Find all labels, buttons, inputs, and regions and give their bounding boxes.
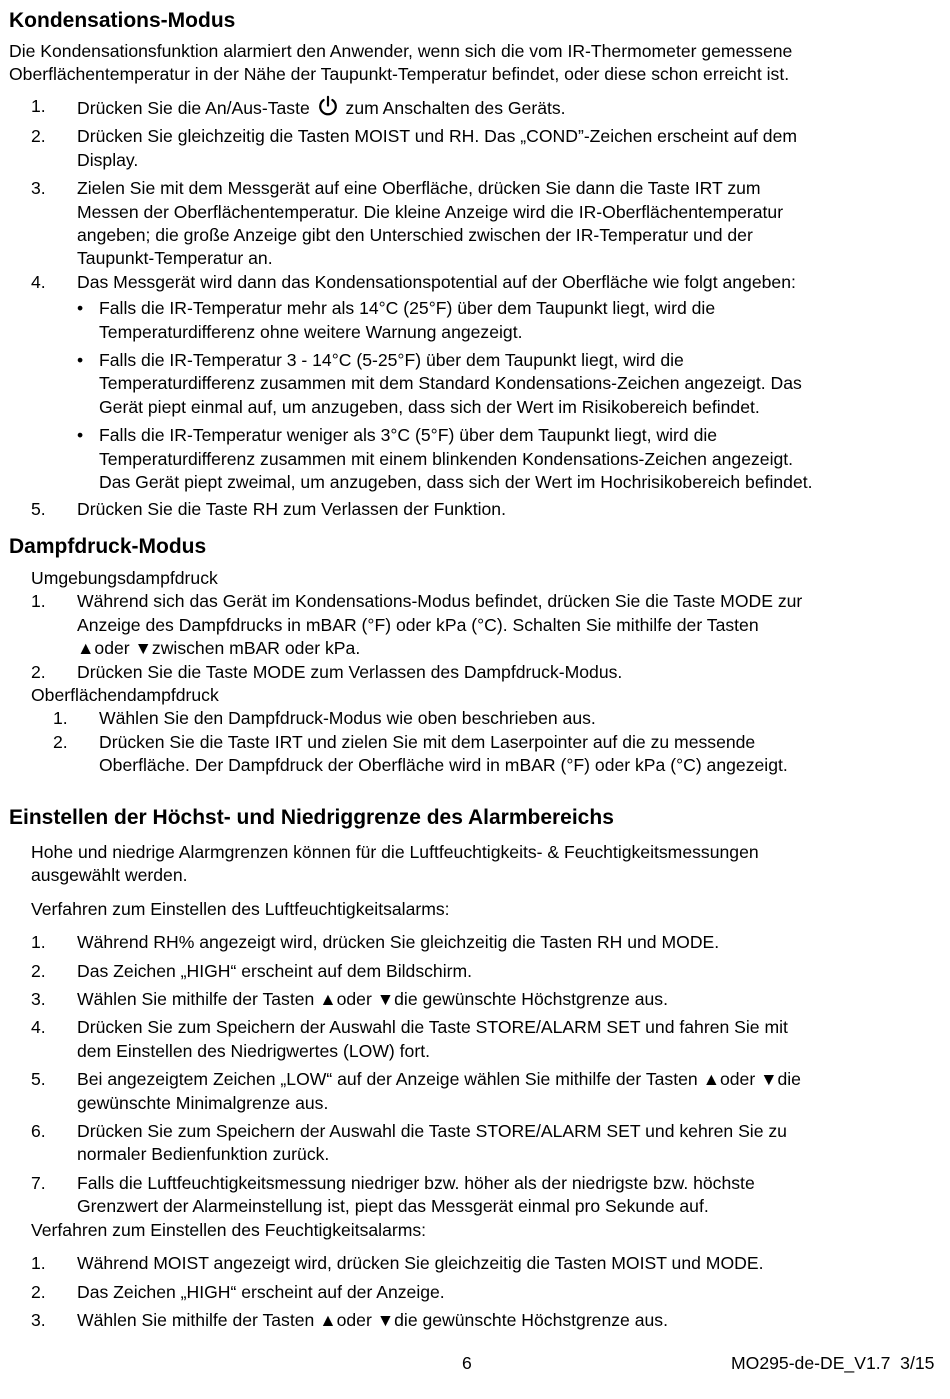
list-item: 6. Drücken Sie zum Speichern der Auswahl die Taste STORE/ALARM SET und kehren Sie zu normaler Bedienfunktion zurück. bbox=[31, 1121, 787, 1165]
list-item: 1. Während MOIST angezeigt wird, drücken Sie gleichzeitig die Tasten MOIST und MODE. bbox=[31, 1253, 764, 1274]
vapor-pressure-content bbox=[9, 567, 944, 778]
section-title-condensation: Kondensations-Modus bbox=[9, 9, 236, 32]
alarm-content bbox=[9, 841, 944, 1332]
list-item: 2. Das Zeichen „HIGH“ erscheint auf der Anzeige. bbox=[31, 1281, 445, 1302]
list-item: 3. Wählen Sie mithilfe der Tasten ▲oder ▼die gewünschte Höchstgrenze aus. bbox=[31, 1309, 668, 1330]
document-id: MO295-de-DE_V1.7 3/15 bbox=[731, 1353, 935, 1373]
condensation-steps bbox=[9, 95, 944, 521]
list-item: 3. Wählen Sie mithilfe der Tasten ▲oder ▼die gewünschte Höchstgrenze aus. bbox=[31, 989, 668, 1010]
subheading-ambient: Umgebungsdampfdruck bbox=[31, 568, 218, 588]
bullet-item: • Falls die IR-Temperatur 3 - 14°C (5-25°F) über dem Taupunkt liegt, wird die Temperaturdifferenz zusammen mit dem Standard Kondensations-Zeichen angezeigt. Das Gerät piept einmal auf, um anzugeben, dass sich der Wert im Risikobereich befindet. bbox=[77, 350, 802, 417]
list-item: 3. Zielen Sie mit dem Messgerät auf eine Oberfläche, drücken Sie dann die Taste IRT zum Messen der Oberflächentemperatur. Die kleine Anzeige wird die IR-Oberflächentemperatur angeben; die große Anzeige gibt den Unterschied zwischen der IR-Temperatur und der Taupunkt-Temperatur an. bbox=[31, 178, 784, 269]
list-item: 4. Drücken Sie zum Speichern der Auswahl die Taste STORE/ALARM SET und fahren Sie mit dem Einstellen des Niedrigwertes (LOW) fort. bbox=[31, 1017, 788, 1061]
list-item: 1. Wählen Sie den Dampfdruck-Modus wie oben beschrieben aus. bbox=[53, 708, 596, 729]
list-item: 2. Drücken Sie die Taste IRT und zielen Sie mit dem Laserpointer auf die zu messende Oberfläche. Der Dampfdruck der Oberfläche wird in mBAR (°F) oder kPa (°C) angezeigt. bbox=[53, 731, 788, 776]
procedure-moisture: Verfahren zum Einstellen des Feuchtigkeitsalarms: bbox=[31, 1219, 427, 1240]
intro-condensation: Die Kondensationsfunktion alarmiert den Anwender, wenn sich die vom IR-Thermometer gemessene Oberflächentemperatur in der Nähe der Taupunkt-Temperatur befindet, oder diese schon erreicht ist. bbox=[9, 41, 793, 85]
intro-alarm: Hohe und niedrige Alarmgrenzen können für die Luftfeuchtigkeits- & Feuchtigkeitsmessungen ausgewählt werden. bbox=[31, 842, 759, 886]
subheading-surface: Oberflächendampfdruck bbox=[31, 685, 219, 706]
bullet-item: • Falls die IR-Temperatur mehr als 14°C (25°F) über dem Taupunkt liegt, wird die Temperaturdifferenz ohne weitere Warnung angezeigt. bbox=[77, 298, 716, 342]
list-item: 1. Drücken Sie die An/Aus-Taste zum Anschalten des Geräts. bbox=[31, 96, 566, 118]
list-item: 2. Drücken Sie die Taste MODE zum Verlassen des Dampfdruck-Modus. bbox=[31, 661, 623, 682]
bullet-item: • Falls die IR-Temperatur weniger als 3°C (5°F) über dem Taupunkt liegt, wird die Temperaturdifferenz zusammen mit einem blinkenden Kondensations-Zeichen angezeigt. Das Gerät piept zweimal, um anzugeben, dass sich der Wert im Hochrisikobereich befindet. bbox=[77, 425, 813, 493]
list-item: 5. Bei angezeigtem Zeichen „LOW“ auf der Anzeige wählen Sie mithilfe der Tasten ▲oder ▼die gewünschte Minimalgrenze aus. bbox=[31, 1069, 801, 1113]
section-title-alarm: Einstellen der Höchst- und Niedriggrenze des Alarmbereichs bbox=[9, 806, 614, 829]
list-item: 2. Das Zeichen „HIGH“ erscheint auf dem Bildschirm. bbox=[31, 960, 473, 981]
list-item: 1. Während RH% angezeigt wird, drücken Sie gleichzeitig die Tasten RH und MODE. bbox=[31, 932, 720, 953]
list-item: 5. Drücken Sie die Taste RH zum Verlassen der Funktion. bbox=[31, 498, 506, 519]
power-icon bbox=[317, 95, 339, 117]
list-item: 4. Das Messgerät wird dann das Kondensationspotential auf der Oberfläche wie folgt angeben: bbox=[31, 271, 796, 292]
list-item: 2. Drücken Sie gleichzeitig die Tasten MOIST und RH. Das „COND”-Zeichen erscheint auf dem Display. bbox=[31, 126, 798, 170]
list-item: 1. Während sich das Gerät im Kondensations-Modus befindet, drücken Sie die Taste MODE zur Anzeige des Dampfdrucks in mBAR (°F) oder kPa (°C). Schalten Sie mithilfe der Tasten ▲oder ▼zwischen mBAR oder kPa. bbox=[31, 591, 803, 659]
page-number: 6 bbox=[462, 1353, 472, 1373]
list-item: 7. Falls die Luftfeuchtigkeitsmessung niedriger bzw. höher als der niedrigste bzw. höchste Grenzwert der Alarmeinstellung ist, piept das Messgerät einmal pro Sekunde auf. bbox=[31, 1172, 755, 1217]
procedure-humidity: Verfahren zum Einstellen des Luftfeuchtigkeitsalarms: bbox=[31, 898, 450, 919]
section-title-vapor-pressure: Dampfdruck-Modus bbox=[9, 535, 207, 558]
